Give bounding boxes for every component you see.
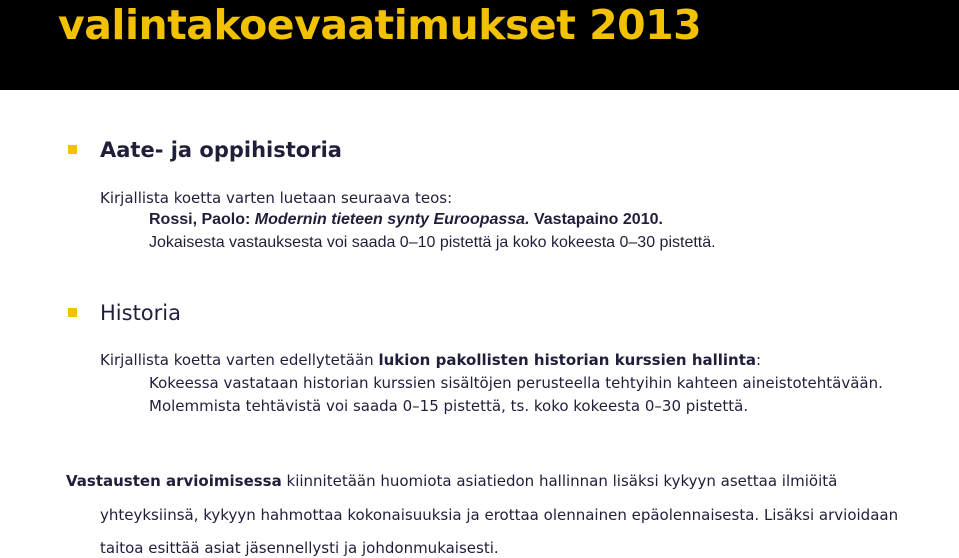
assessment-line-3: taitoa esittää asiat jäsennellysti ja johdonmukaisesti.	[100, 539, 499, 557]
section-heading-aatehistoria: Aate- ja oppihistoria	[100, 138, 342, 162]
assessment-line-1	[66, 471, 837, 491]
assessment-line-2: yhteyksiinsä, kykyyn hahmottaa kokonaisuuksia ja erottaa olennainen epäolennaisesta. Lisäksi arvioidaan	[100, 506, 899, 524]
book-title: Modernin tieteen synty Euroopassa.	[254, 211, 530, 228]
assessment-text: kiinnitetään huomiota asiatiedon hallinnan lisäksi kykyyn asettaa ilmiöitä	[281, 472, 838, 490]
book-publisher: Vastapaino 2010.	[529, 211, 663, 228]
section-detail: Kokeessa vastataan historian kurssien sisältöjen perusteella tehtyihin kahteen aineistotehtävään.	[149, 374, 883, 392]
title-bar	[0, 0, 959, 90]
section-scoring: Jokaisesta vastauksesta voi saada 0–10 pistettä ja koko kokeesta 0–30 pistettä.	[149, 234, 716, 251]
section-intro	[100, 350, 761, 370]
section-heading-historia: Historia	[100, 301, 181, 325]
intro-text: Kirjallista koetta varten edellytetään	[100, 351, 379, 369]
slide-title: valintakoevaatimukset 2013	[58, 1, 702, 49]
book-author: Rossi, Paolo:	[149, 211, 255, 228]
assessment-bold: Vastausten arvioimisessa	[66, 472, 282, 490]
book-reference	[149, 210, 663, 230]
bullet-square-icon	[68, 145, 77, 154]
section-scoring: Molemmista tehtävistä voi saada 0–15 pistettä, ts. koko kokeesta 0–30 pistettä.	[149, 397, 749, 415]
intro-bold-text: lukion pakollisten historian kurssien hallinta	[378, 351, 757, 369]
intro-suffix: :	[756, 351, 762, 369]
bullet-square-icon	[68, 308, 77, 317]
section-intro: Kirjallista koetta varten luetaan seuraava teos:	[100, 189, 453, 207]
